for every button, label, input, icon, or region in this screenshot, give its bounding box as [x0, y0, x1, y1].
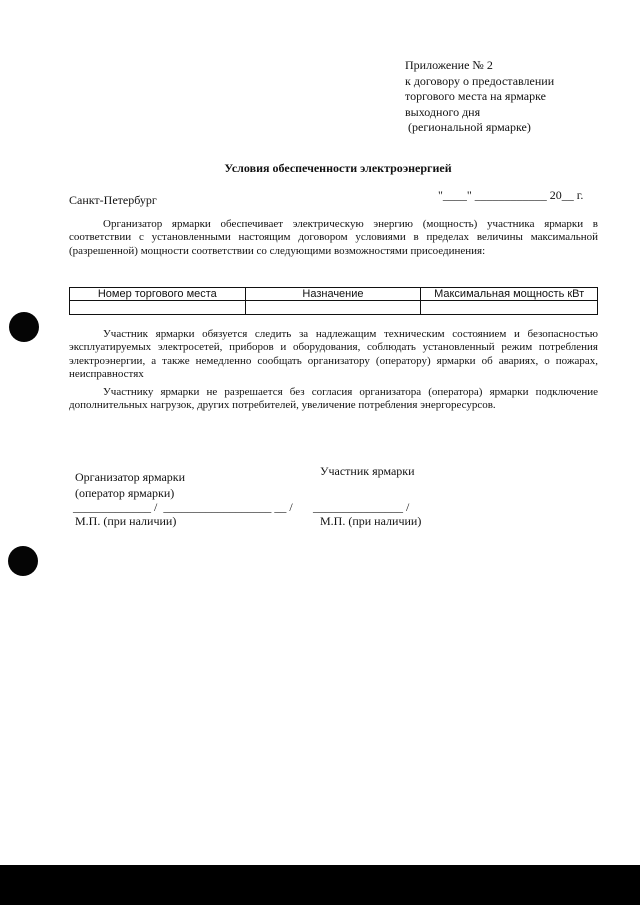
organizer-label-line: Организатор ярмарки [75, 470, 186, 484]
appendix-line: Приложение № 2 [405, 58, 493, 72]
organizer-signature-line: _____________ / __________________ __ / [73, 500, 293, 514]
organizer-label-line: (оператор ярмарки) [75, 485, 175, 500]
punch-hole-mark [9, 312, 39, 342]
appendix-line: (региональной ярмарке) [405, 120, 531, 134]
participant-stamp-note: М.П. (при наличии) [320, 514, 422, 528]
paragraph-restrictions: Участнику ярмарки не разрешается без согласия организатора (оператора) ярмарки подключение дополнительных нагрузок, других потребителей, увеличение потребления энергоресурсов. [69, 386, 598, 412]
table-cell [70, 301, 246, 315]
appendix-line: к договору о предоставлении [405, 73, 555, 88]
appendix-line: торгового места на ярмарке [405, 89, 546, 103]
date-field: "____" ____________ 20__ г. [438, 188, 584, 202]
table-header-row [70, 288, 598, 301]
organizer-signature-label [75, 470, 185, 501]
table-cell [245, 301, 421, 315]
appendix-header [405, 58, 554, 136]
document-title: Условия обеспеченности электроэнергией [224, 161, 452, 175]
participant-signature-label: Участник ярмарки [320, 464, 415, 478]
header-place-number: Номер торгового места [70, 288, 246, 301]
table-cell [421, 301, 598, 315]
header-max-power: Максимальная мощность кВт [421, 288, 598, 301]
paragraph-power-supply: Организатор ярмарки обеспечивает электрическую энергию (мощность) участника ярмарки в соответствии с установленными настоящим договором условиями в пределах величины максимальной (разрешенной) мощности соответствии со следующими возможностями присоединения: [69, 218, 598, 257]
power-table [69, 287, 598, 315]
header-purpose: Назначение [245, 288, 421, 301]
organizer-stamp-note: М.П. (при наличии) [75, 514, 177, 528]
appendix-line: выходного дня [405, 104, 481, 119]
table-row [70, 301, 598, 315]
city-name: Санкт-Петербург [69, 193, 157, 207]
punch-hole-mark [8, 546, 38, 576]
scan-edge-bar [0, 865, 640, 905]
paragraph-obligations: Участник ярмарки обязуется следить за надлежащим техническим состоянием и безопасностью эксплуатируемых электросетей, приборов и оборудования, соблюдать установленный режим потребления электроэнергии, а также немедленно сообщать организатору (оператору) ярмарки об авариях, о пожарах, неисправностях [69, 328, 598, 381]
participant-signature-line: _______________ / [313, 500, 410, 514]
